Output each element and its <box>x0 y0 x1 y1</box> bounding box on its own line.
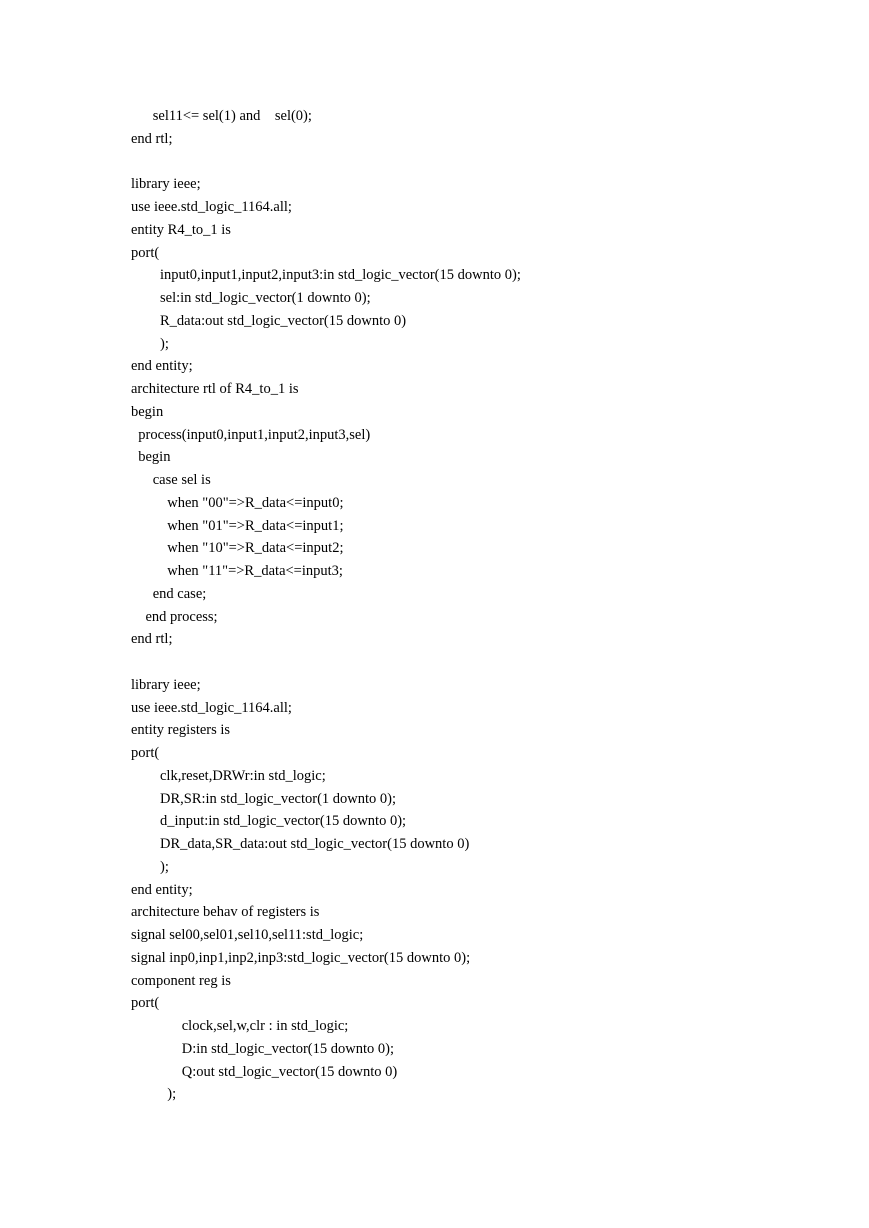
code-line: when "11"=>R_data<=input3; <box>131 563 343 579</box>
code-line: sel11<= sel(1) and sel(0); <box>131 108 312 124</box>
code-line: begin <box>131 449 171 466</box>
code-line: when "10"=>R_data<=input2; <box>131 540 344 557</box>
code-line: end process; <box>131 608 218 625</box>
vhdl-code-block <box>131 105 831 1106</box>
code-line: library ieee; <box>131 676 201 693</box>
code-line: use ieee.std_logic_1164.all; <box>131 199 292 215</box>
code-line: ); <box>131 335 169 352</box>
code-line: entity R4_to_1 is <box>131 221 231 238</box>
code-line: sel:in std_logic_vector(1 downto 0); <box>131 290 371 306</box>
code-line <box>131 651 831 674</box>
code-line: R_data:out std_logic_vector(15 downto 0) <box>131 312 407 329</box>
code-line: DR,SR:in std_logic_vector(1 downto 0); <box>131 790 397 807</box>
code-line: Q:out std_logic_vector(15 downto 0) <box>131 1063 398 1080</box>
code-line: d_input:in std_logic_vector(15 downto 0); <box>131 813 407 830</box>
code-line: architecture rtl of R4_to_1 is <box>131 381 299 397</box>
code-line: ); <box>131 858 169 875</box>
code-line: clk,reset,DRWr:in std_logic; <box>131 767 326 784</box>
code-line: end entity; <box>131 881 193 898</box>
code-line <box>131 151 831 174</box>
code-line: entity registers is <box>131 722 231 739</box>
code-line: use ieee.std_logic_1164.all; <box>131 699 292 716</box>
code-line: library ieee; <box>131 176 201 193</box>
code-line: signal sel00,sel01,sel10,sel11:std_logic; <box>131 927 364 943</box>
code-line: process(input0,input1,input2,input3,sel) <box>131 426 371 443</box>
code-line: end entity; <box>131 358 193 375</box>
code-line: component reg is <box>131 972 231 989</box>
code-line: when "01"=>R_data<=input1; <box>131 517 344 534</box>
code-line: case sel is <box>131 472 211 488</box>
code-line: ); <box>131 1086 177 1103</box>
code-line: signal inp0,inp1,inp2,inp3:std_logic_vector(15 downto 0); <box>131 949 471 966</box>
code-line: when "00"=>R_data<=input0; <box>131 494 344 511</box>
code-line: architecture behav of registers is <box>131 904 320 921</box>
code-line: end rtl; <box>131 631 173 648</box>
code-line: clock,sel,w,clr : in std_logic; <box>131 1018 349 1034</box>
code-line: port( <box>131 995 160 1012</box>
code-line: port( <box>131 244 160 261</box>
code-line: DR_data,SR_data:out std_logic_vector(15 downto 0) <box>131 836 470 852</box>
code-line: end case; <box>131 585 207 602</box>
code-line: begin <box>131 403 164 420</box>
code-line: input0,input1,input2,input3:in std_logic_vector(15 downto 0); <box>131 267 521 284</box>
code-line: port( <box>131 745 160 761</box>
code-line: D:in std_logic_vector(15 downto 0); <box>131 1040 394 1057</box>
code-line: end rtl; <box>131 130 173 147</box>
